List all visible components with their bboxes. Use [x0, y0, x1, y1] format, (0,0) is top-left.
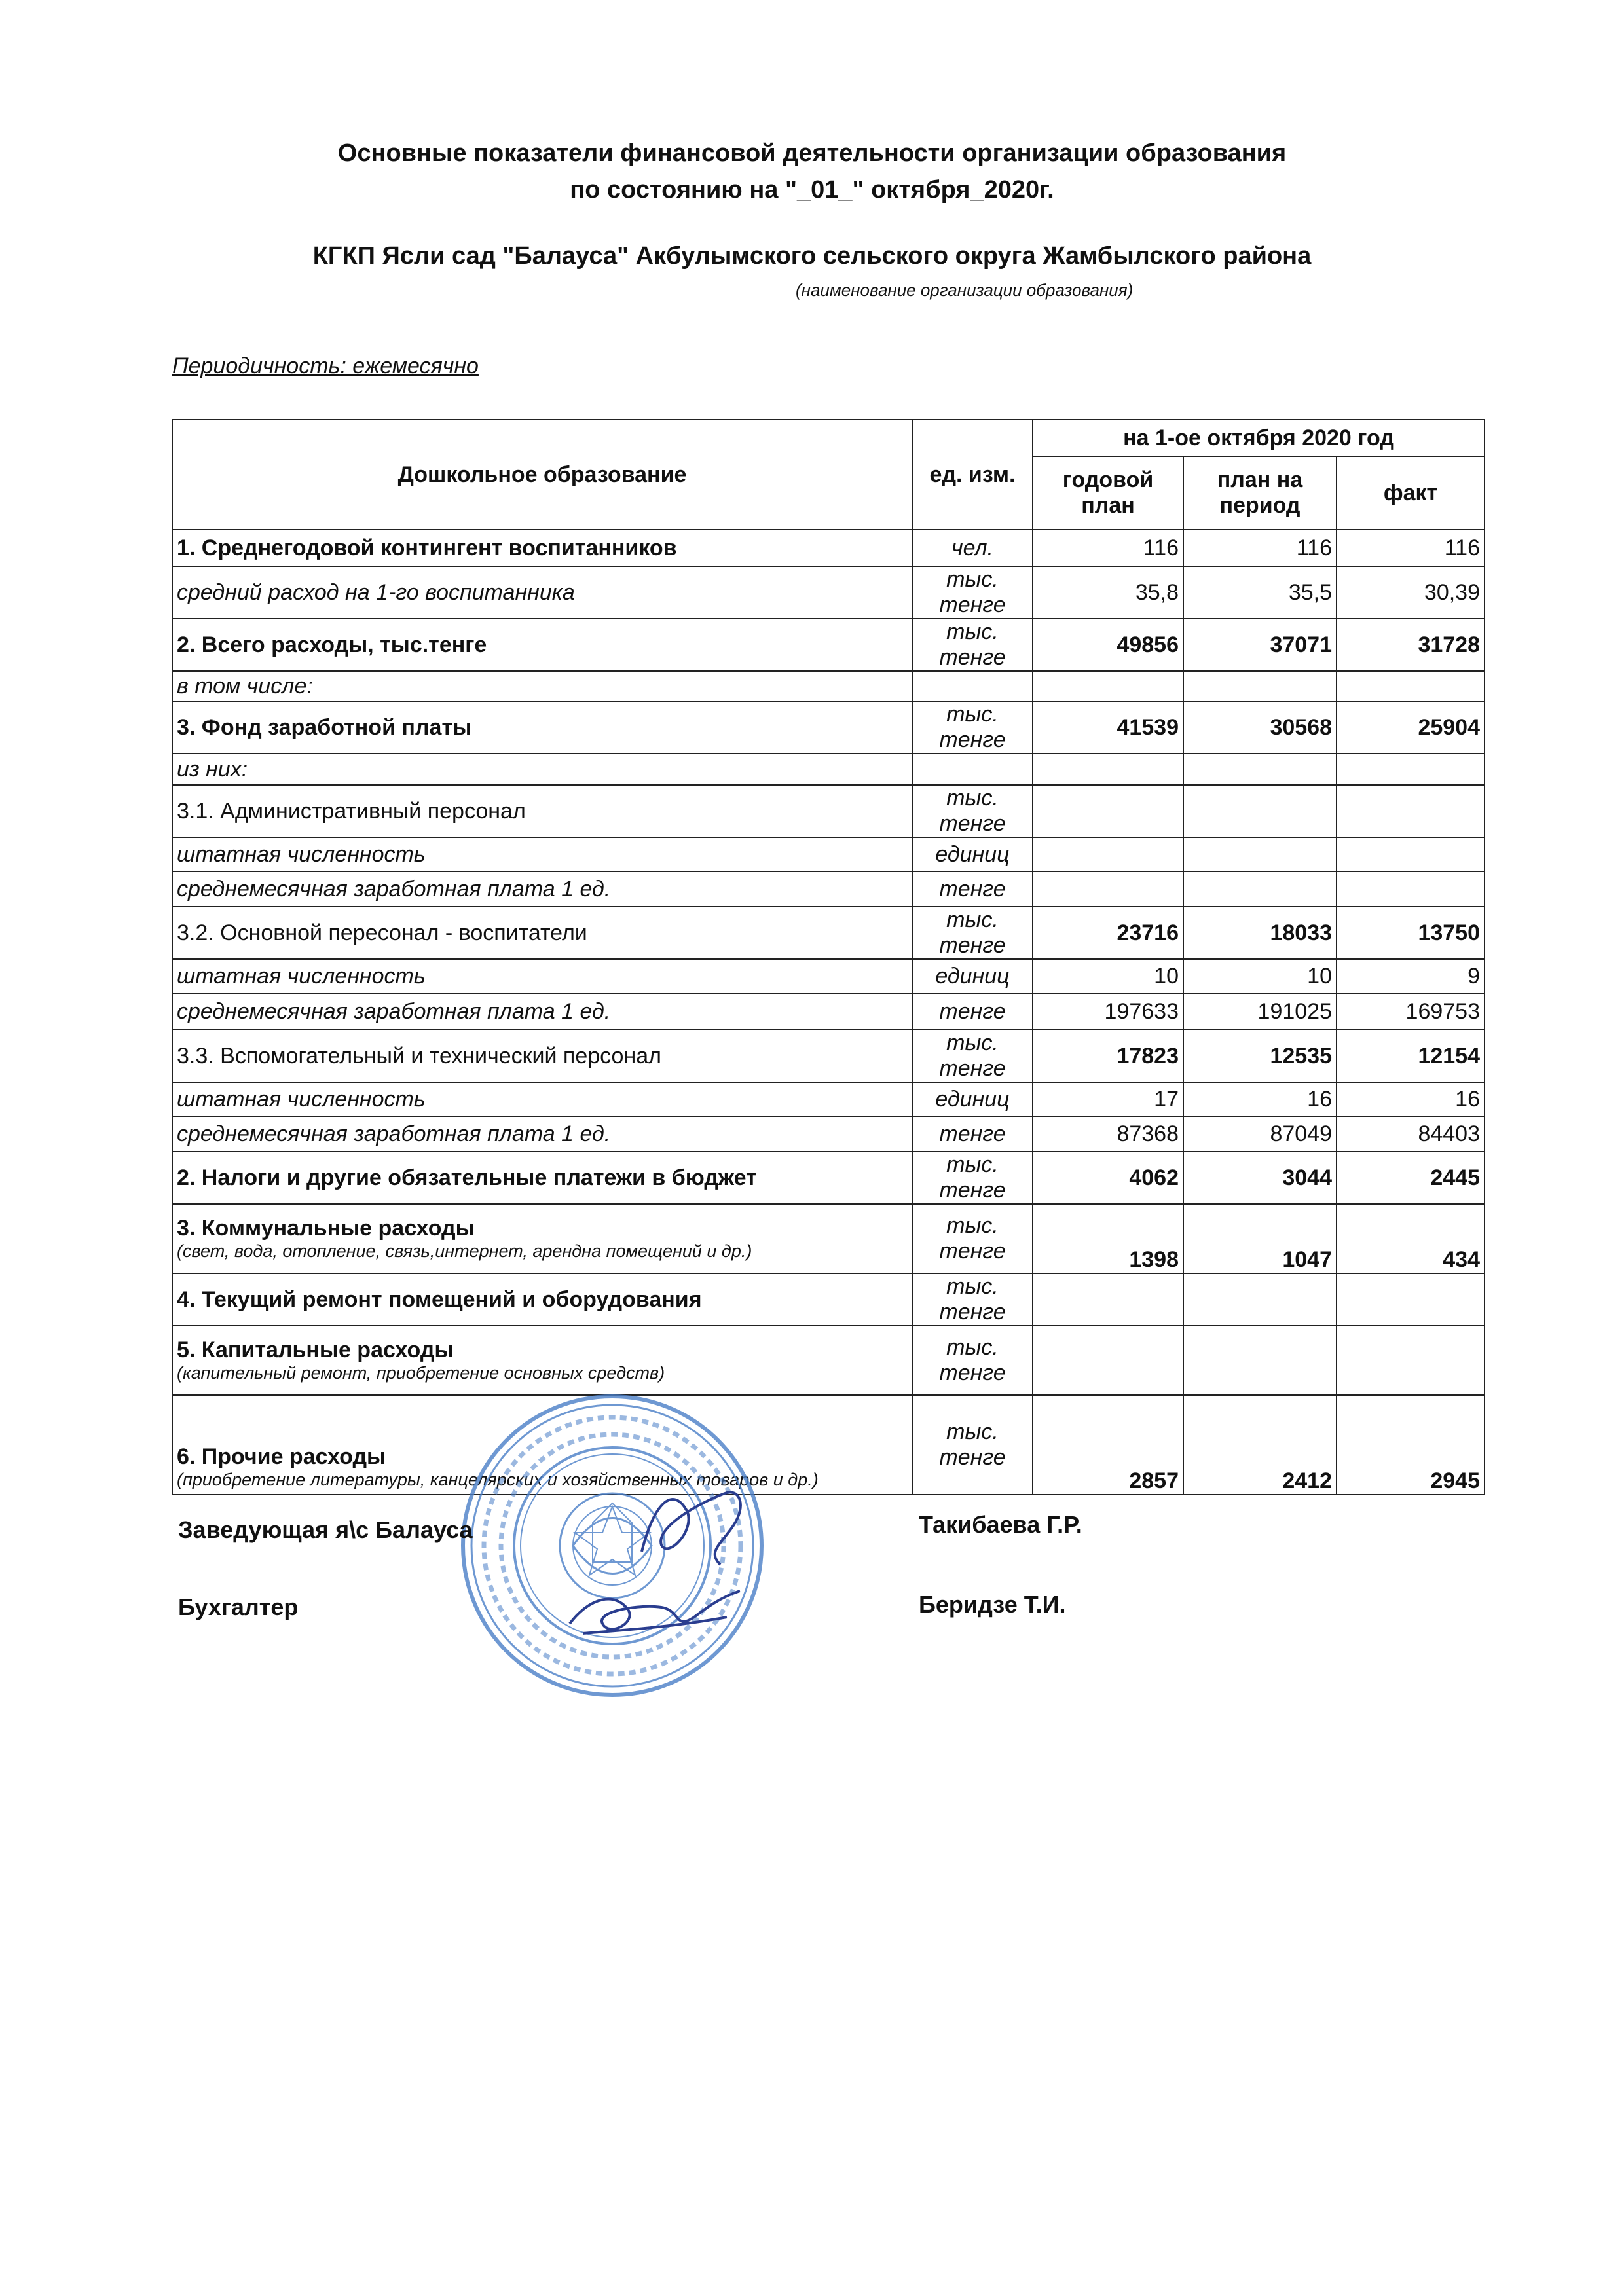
col-fact-header: факт: [1337, 456, 1485, 530]
table-row: [172, 1030, 1485, 1082]
row-period: 116: [1183, 530, 1337, 566]
periodicity: Периодичность: ежемесячно: [172, 354, 479, 378]
document-date: по состоянию на "_01_" октября_2020г.: [570, 176, 1054, 204]
row-unit: тыс. тенге: [912, 1395, 1033, 1495]
table-row: [172, 1204, 1485, 1273]
row-label: среднемесячная заработная плата 1 ед.: [172, 871, 912, 907]
row-fact: [1337, 871, 1485, 907]
row-unit: единиц: [912, 1082, 1033, 1116]
director-title: Заведующая я\с Балауса: [178, 1516, 473, 1543]
row-label: 5. Капитальные расходы: [177, 1338, 454, 1362]
row-period: 18033: [1183, 907, 1337, 959]
row-annual: [1033, 1273, 1183, 1326]
row-annual: 17823: [1033, 1030, 1183, 1082]
director-signature: [629, 1473, 760, 1578]
row-label: 3. Фонд заработной платы: [172, 701, 912, 754]
row-label: из них:: [172, 754, 912, 785]
row-label: 2. Налоги и другие обязательные платежи в бюджет: [172, 1152, 912, 1204]
row-unit: тыс. тенге: [912, 1030, 1033, 1082]
row-period: [1183, 1273, 1337, 1326]
row-annual: 49856: [1033, 619, 1183, 671]
row-label: 3. Коммунальные расходы: [177, 1216, 475, 1241]
row-annual: [1033, 1326, 1183, 1395]
row-unit: тыс. тенге: [912, 1204, 1033, 1273]
row-fact: 169753: [1337, 993, 1485, 1030]
row-unit: чел.: [912, 530, 1033, 566]
table-row: [172, 619, 1485, 671]
row-label: штатная численность: [172, 959, 912, 993]
table-row: [172, 701, 1485, 754]
row-unit: единиц: [912, 959, 1033, 993]
table-row: [172, 1273, 1485, 1326]
row-annual: [1033, 785, 1183, 837]
row-label: штатная численность: [172, 837, 912, 871]
row-unit: тыс. тенге: [912, 785, 1033, 837]
accountant-name: Беридзе Т.И.: [919, 1591, 1066, 1618]
row-fact: [1337, 1273, 1485, 1326]
table-row: [172, 1116, 1485, 1152]
row-period: 1047: [1183, 1204, 1337, 1273]
accountant-signature: [563, 1571, 747, 1650]
row-label: 3.2. Основной пересонал - воспитатели: [172, 907, 912, 959]
row-period: 35,5: [1183, 566, 1337, 619]
col-annual-plan-header: годовой план: [1033, 456, 1183, 530]
row-period: 191025: [1183, 993, 1337, 1030]
row-label-group: [172, 1326, 912, 1395]
row-label: 3.1. Административный персонал: [172, 785, 912, 837]
row-annual: 4062: [1033, 1152, 1183, 1204]
table-row: [172, 1395, 1485, 1495]
row-fact: 31728: [1337, 619, 1485, 671]
row-period: [1183, 837, 1337, 871]
col-group-header: на 1-ое октября 2020 год: [1033, 420, 1485, 456]
row-annual: 17: [1033, 1082, 1183, 1116]
accountant-title: Бухгалтер: [178, 1594, 299, 1620]
organization-caption: (наименование организации образования): [796, 280, 1134, 300]
row-period: 87049: [1183, 1116, 1337, 1152]
table-row: [172, 907, 1485, 959]
row-annual: 35,8: [1033, 566, 1183, 619]
row-unit: [912, 754, 1033, 785]
row-unit: тыс. тенге: [912, 1152, 1033, 1204]
row-period: [1183, 785, 1337, 837]
row-label: среднемесячная заработная плата 1 ед.: [172, 1116, 912, 1152]
row-fact: 84403: [1337, 1116, 1485, 1152]
col-period-plan-header: план на период: [1183, 456, 1337, 530]
row-annual: 41539: [1033, 701, 1183, 754]
row-note: (свет, вода, отопление, связь,интернет, арендна помещений и др.): [177, 1241, 752, 1261]
row-period: [1183, 871, 1337, 907]
row-fact: 434: [1337, 1204, 1485, 1273]
row-fact: 30,39: [1337, 566, 1485, 619]
row-annual: 1398: [1033, 1204, 1183, 1273]
row-fact: 9: [1337, 959, 1485, 993]
table-row: [172, 754, 1485, 785]
row-unit: тыс. тенге: [912, 701, 1033, 754]
financial-table: [172, 419, 1485, 1495]
table-row: [172, 530, 1485, 566]
row-annual: 23716: [1033, 907, 1183, 959]
row-period: 10: [1183, 959, 1337, 993]
row-fact: 2945: [1337, 1395, 1485, 1495]
row-unit: тыс. тенге: [912, 907, 1033, 959]
row-unit: единиц: [912, 837, 1033, 871]
row-label: средний расход на 1-го воспитанника: [172, 566, 912, 619]
row-annual: [1033, 871, 1183, 907]
row-annual: [1033, 754, 1183, 785]
row-fact: 16: [1337, 1082, 1485, 1116]
row-unit: [912, 671, 1033, 701]
director-name: Такибаева Г.Р.: [919, 1511, 1082, 1538]
col-unit-header: ед. изм.: [912, 420, 1033, 530]
row-fact: 2445: [1337, 1152, 1485, 1204]
col-section-header: Дошкольное образование: [172, 420, 912, 530]
row-period: 3044: [1183, 1152, 1337, 1204]
row-period: 12535: [1183, 1030, 1337, 1082]
row-annual: [1033, 837, 1183, 871]
row-fact: [1337, 671, 1485, 701]
table-row: [172, 785, 1485, 837]
row-unit: тыс. тенге: [912, 1273, 1033, 1326]
row-unit: тыс. тенге: [912, 619, 1033, 671]
row-label: 2. Всего расходы, тыс.тенге: [172, 619, 912, 671]
row-annual: 116: [1033, 530, 1183, 566]
row-note: (приобретение литературы, канцелярских и хозяйственных товаров и др.): [177, 1470, 819, 1489]
table-row: [172, 1326, 1485, 1395]
table-row: [172, 959, 1485, 993]
row-fact: [1337, 754, 1485, 785]
table-row: [172, 837, 1485, 871]
row-unit: тыс. тенге: [912, 1326, 1033, 1395]
table-row: [172, 566, 1485, 619]
table-row: [172, 671, 1485, 701]
row-period: 2412: [1183, 1395, 1337, 1495]
table-row: [172, 871, 1485, 907]
row-fact: [1337, 1326, 1485, 1395]
row-label: среднемесячная заработная плата 1 ед.: [172, 993, 912, 1030]
organization-name: КГКП Ясли сад "Балауса" Акбулымского сельского округа Жамбылского района: [312, 242, 1312, 270]
row-annual: 87368: [1033, 1116, 1183, 1152]
row-label: 1. Среднегодовой контингент воспитанников: [172, 530, 912, 566]
table-row: [172, 993, 1485, 1030]
row-fact: 12154: [1337, 1030, 1485, 1082]
row-label: штатная численность: [172, 1082, 912, 1116]
row-period: [1183, 754, 1337, 785]
table-row: [172, 1152, 1485, 1204]
row-label: 6. Прочие расходы: [177, 1444, 386, 1469]
table-row: [172, 1082, 1485, 1116]
row-fact: 25904: [1337, 701, 1485, 754]
row-period: 37071: [1183, 619, 1337, 671]
row-fact: 13750: [1337, 907, 1485, 959]
row-label-group: [172, 1204, 912, 1273]
row-period: [1183, 671, 1337, 701]
row-annual: 2857: [1033, 1395, 1183, 1495]
row-period: [1183, 1326, 1337, 1395]
row-note: (капительный ремонт, приобретение основных средств): [177, 1363, 665, 1383]
row-unit: тенге: [912, 871, 1033, 907]
row-fact: [1337, 837, 1485, 871]
row-period: 16: [1183, 1082, 1337, 1116]
row-unit: тенге: [912, 993, 1033, 1030]
row-label: 4. Текущий ремонт помещений и оборудования: [172, 1273, 912, 1326]
row-period: 30568: [1183, 701, 1337, 754]
row-unit: тыс. тенге: [912, 566, 1033, 619]
row-unit: тенге: [912, 1116, 1033, 1152]
row-annual: 197633: [1033, 993, 1183, 1030]
row-label: в том числе:: [172, 671, 912, 701]
document-title: Основные показатели финансовой деятельности организации образования: [337, 139, 1287, 167]
row-annual: 10: [1033, 959, 1183, 993]
row-fact: 116: [1337, 530, 1485, 566]
row-fact: [1337, 785, 1485, 837]
row-annual: [1033, 671, 1183, 701]
row-label: 3.3. Вспомогательный и технический персонал: [172, 1030, 912, 1082]
